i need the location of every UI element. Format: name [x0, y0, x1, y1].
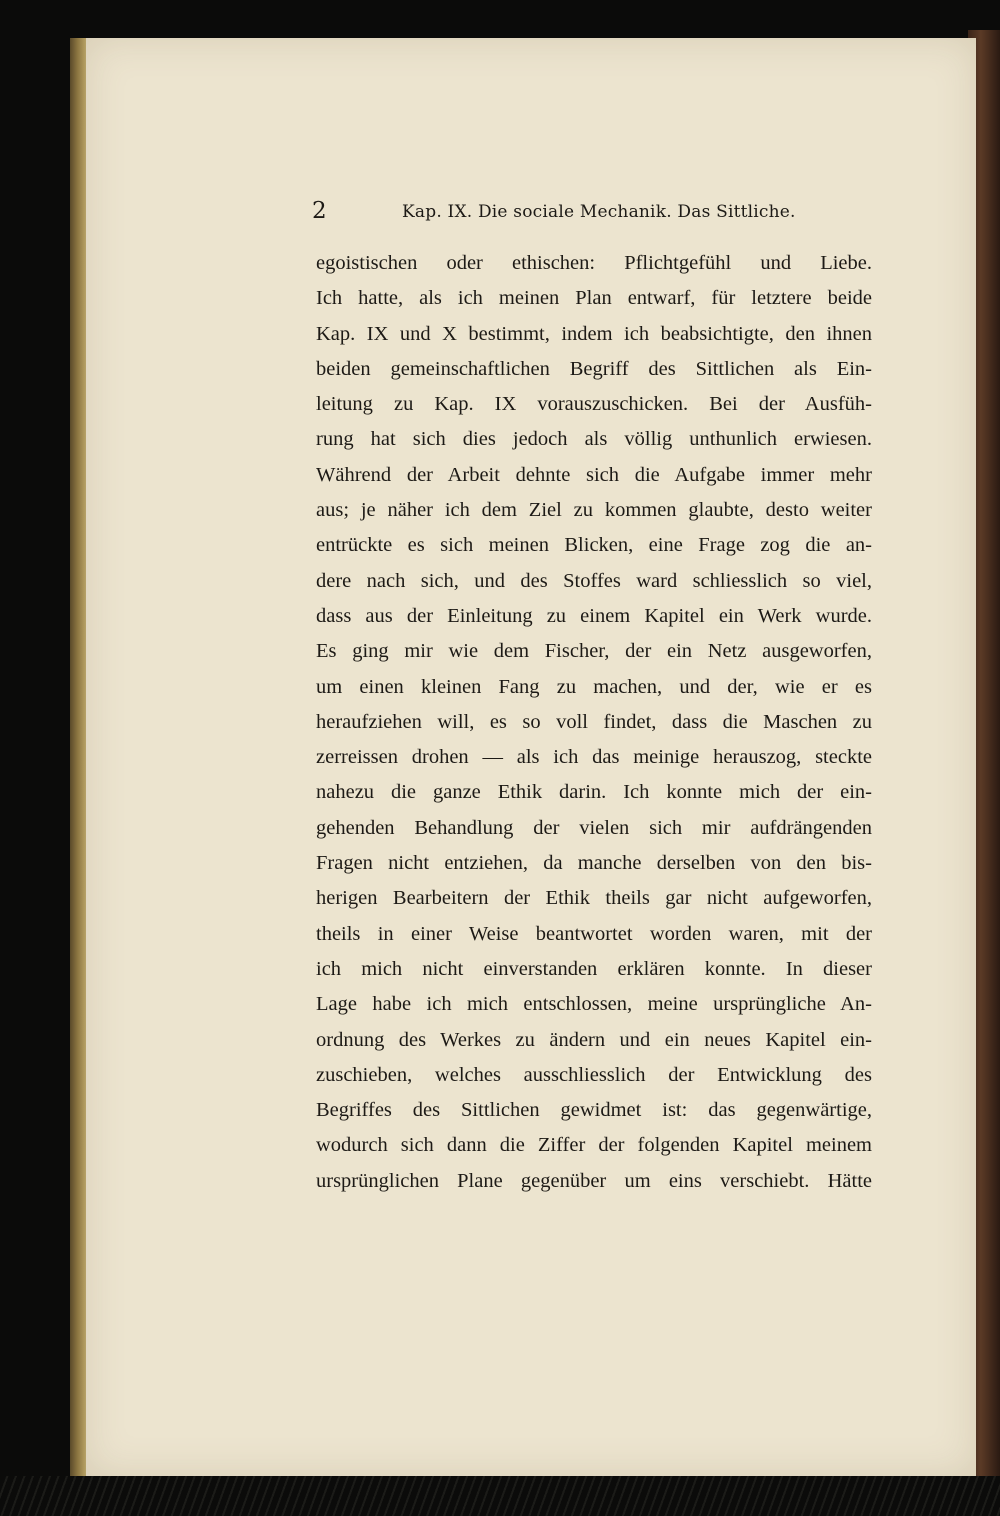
text-line: egoistischen oder ethischen: Pflichtgefühl und Liebe. [316, 252, 872, 274]
page-number: 2 [312, 198, 327, 224]
text-line: gehenden Behandlung der vielen sich mir aufdrängenden [316, 816, 872, 839]
text-line: dere nach sich, und des Stoffes ward schliesslich so viel, [316, 569, 872, 592]
text-line: zuschieben, welches ausschliesslich der Entwicklung des [316, 1063, 872, 1086]
text-line: Kap. IX und X bestimmt, indem ich beabsichtigte, den ihnen [316, 322, 872, 345]
text-line: entrückte es sich meinen Blicken, eine Frage zog die an- [316, 534, 872, 557]
body-text [316, 246, 872, 1199]
text-line: heraufziehen will, es so voll findet, dass die Maschen zu [316, 710, 872, 733]
text-line: aus; je näher ich dem Ziel zu kommen glaubte, desto weiter [316, 499, 872, 522]
text-line: ursprünglichen Plane gegenüber um eins verschiebt. Hätte [316, 1169, 872, 1192]
running-head-title: Kap. IX. Die sociale Mechanik. Das Sittliche. [402, 202, 796, 222]
text-line: Lage habe ich mich entschlossen, meine ursprüngliche An- [316, 993, 872, 1016]
running-head [312, 196, 872, 230]
text-line: theils in einer Weise beantwortet worden waren, mit der [316, 922, 872, 945]
text-line: wodurch sich dann die Ziffer der folgenden Kapitel meinem [316, 1134, 872, 1157]
text-line: ordnung des Werkes zu ändern und ein neues Kapitel ein- [316, 1028, 872, 1051]
text-line: dass aus der Einleitung zu einem Kapitel ein Werk wurde. [316, 604, 872, 627]
text-line: rung hat sich dies jedoch als völlig unthunlich erwiesen. [316, 428, 872, 451]
text-line: Es ging mir wie dem Fischer, der ein Netz ausgeworfen, [316, 640, 872, 663]
text-line: Fragen nicht entziehen, da manche derselben von den bis- [316, 852, 872, 875]
text-line: leitung zu Kap. IX vorauszuschicken. Bei der Ausfüh- [316, 393, 872, 416]
scan-border [0, 1476, 1000, 1516]
text-line: um einen kleinen Fang zu machen, und der, wie er es [316, 675, 872, 698]
text-line: Begriffes des Sittlichen gewidmet ist: das gegenwärtige, [316, 1099, 872, 1122]
text-line: herigen Bearbeitern der Ethik theils gar nicht aufgeworfen, [316, 887, 872, 910]
text-line: beiden gemeinschaftlichen Begriff des Sittlichen als Ein- [316, 357, 872, 380]
text-line: Ich hatte, als ich meinen Plan entwarf, für letztere beide [316, 287, 872, 310]
text-line: ich mich nicht einverstanden erklären konnte. In dieser [316, 957, 872, 980]
text-line: zerreissen drohen — als ich das meinige herauszog, steckte [316, 746, 872, 769]
text-line: Während der Arbeit dehnte sich die Aufgabe immer mehr [316, 463, 872, 486]
text-line: nahezu die ganze Ethik darin. Ich konnte mich der ein- [316, 781, 872, 804]
